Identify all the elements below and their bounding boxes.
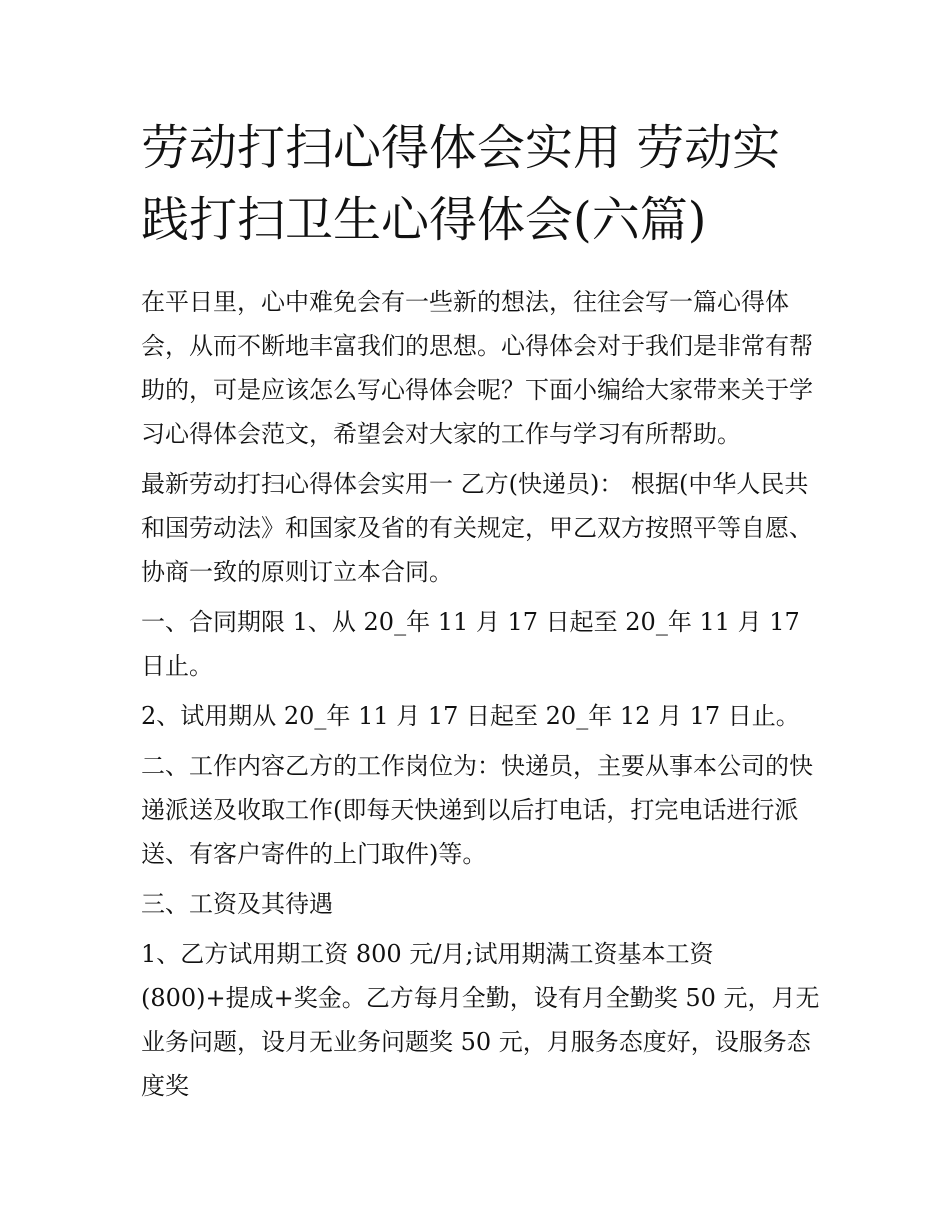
salary-heading: 三、工资及其待遇 [141, 890, 333, 918]
document-title: 劳动打扫心得体会实用 劳动实践打扫卫生心得体会(六篇) [141, 120, 781, 248]
contract-term-paragraph: 一、合同期限 1、从 20_年 11 月 17 日起至 20_年 11 月 17 日止。 [141, 608, 800, 680]
document-body [141, 280, 821, 1114]
probation-paragraph: 2、试用期从 20_年 11 月 17 日起至 20_年 12 月 17 日止。 [141, 702, 800, 730]
salary-paragraph: 1、乙方试用期工资 800 元/月;试用期满工资基本工资(800)+提成+奖金。乙方每月全勤，设有月全勤奖 50 元，月无业务问题，设月无业务问题奖 50 元，月服务态度好，设服务态度奖 [141, 940, 820, 1100]
job-content-paragraph: 二、工作内容乙方的工作岗位为：快递员，主要从事本公司的快递派送及收取工作(即每天快递到以后打电话，打完电话进行派送、有客户寄件的上门取件)等。 [141, 752, 813, 868]
intro-paragraph: 在平日里，心中难免会有一些新的想法，往往会写一篇心得体会，从而不断地丰富我们的思想。心得体会对于我们是非常有帮助的，可是应该怎么写心得体会呢？下面小编给大家带来关于学习心得体会范文，希望会对大家的工作与学习有所帮助。 [141, 288, 813, 448]
contract-intro-paragraph: 最新劳动打扫心得体会实用一 乙方(快递员)： 根据(中华人民共和国劳动法》和国家及省的有关规定，甲乙双方按照平等自愿、协商一致的原则订立本合同。 [141, 470, 813, 586]
